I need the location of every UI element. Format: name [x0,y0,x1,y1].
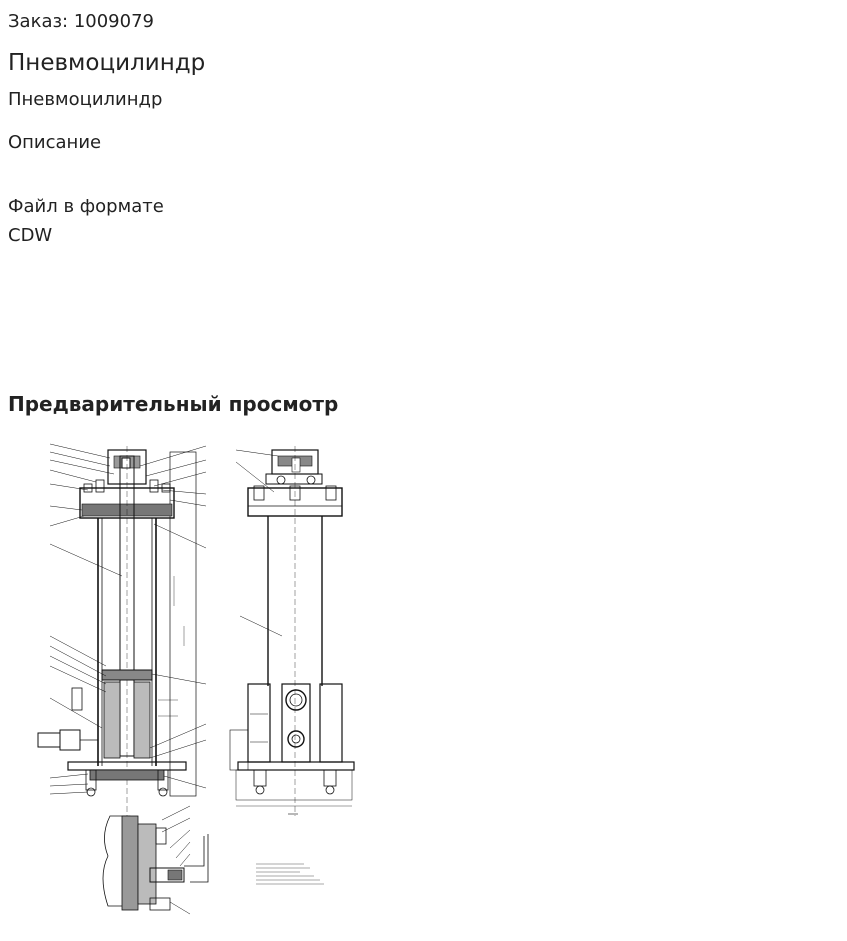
technical-notes [256,864,324,884]
technical-drawing-preview [30,436,370,924]
detail-view [103,806,208,914]
side-view [230,446,354,816]
description-heading: Описание [8,132,102,153]
preview-heading: Предварительный просмотр [8,392,339,416]
product-title: Пневмоцилиндр [8,50,206,76]
order-number: Заказ: 1009079 [8,11,154,32]
product-subtitle: Пневмоцилиндр [8,89,163,110]
section-view [38,444,206,816]
cylinder-drawing [30,436,370,924]
file-format-note: Файл в формате CDW [8,196,164,246]
